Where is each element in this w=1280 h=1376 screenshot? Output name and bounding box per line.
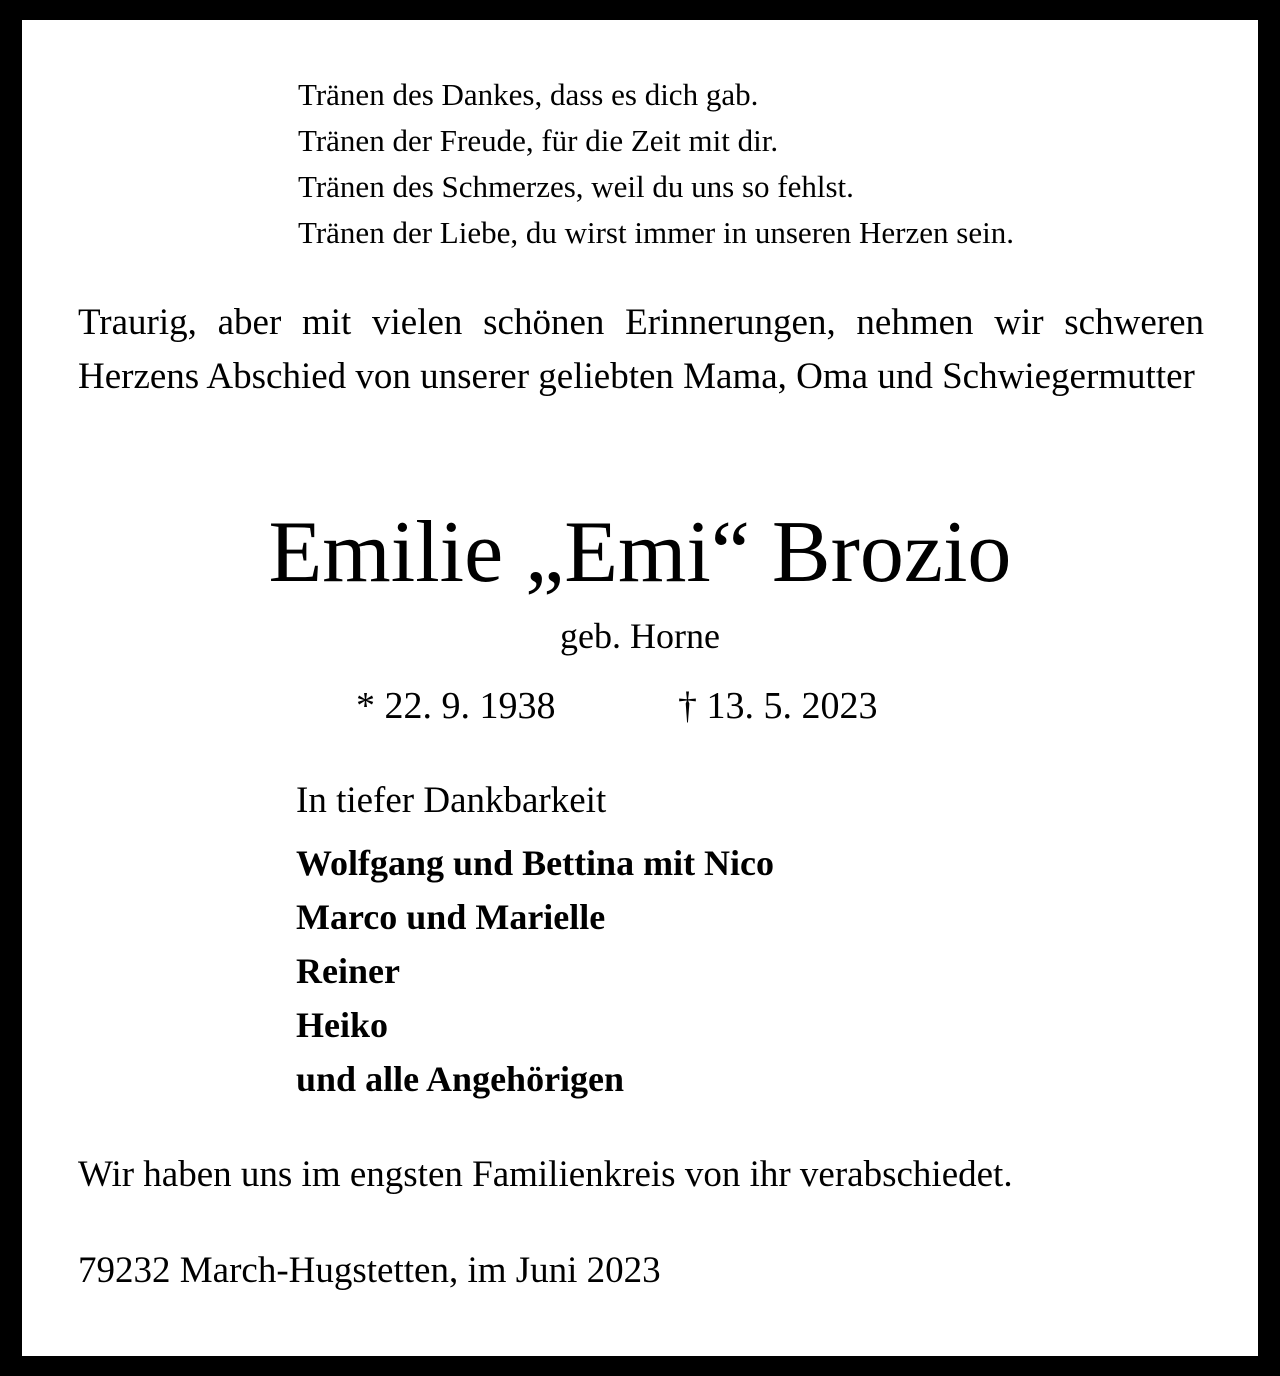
mourner-name: Reiner	[296, 951, 400, 991]
farewell-text: Wir haben uns im engsten Familienkreis von ihr verabschiedet.	[78, 1154, 1013, 1195]
poem-line: Tränen des Dankes, dass es dich gab.	[298, 77, 759, 112]
place-date: 79232 March-Hugstetten, im Juni 2023	[78, 1250, 661, 1291]
poem-line: Tränen des Schmerzes, weil du uns so fehlst.	[298, 169, 854, 204]
poem	[298, 72, 1014, 256]
mourner-name: Wolfgang und Bettina mit Nico	[296, 843, 775, 883]
intro-text: Traurig, aber mit vielen schönen Erinnerungen, nehmen wir schweren Herzens Abschied von unserer geliebten Mama, Oma und Schwiegermutter	[78, 302, 1204, 397]
mourner-name: und alle Angehörigen	[296, 1059, 625, 1099]
obituary-notice	[22, 20, 1258, 1356]
mourner-name: Marco und Marielle	[296, 897, 606, 937]
mourner-name: Heiko	[296, 1005, 389, 1045]
gratitude-line: In tiefer Dankbarkeit	[296, 780, 607, 821]
poem-line: Tränen der Freude, für die Zeit mit dir.	[298, 123, 779, 158]
birth-date: * 22. 9. 1938	[356, 685, 556, 727]
poem-line: Tränen der Liebe, du wirst immer in unseren Herzen sein.	[298, 215, 1014, 250]
maiden-name: geb. Horne	[560, 616, 720, 656]
deceased-name: Emilie „Emi“ Brozio	[268, 504, 1012, 601]
mourners-block	[296, 774, 774, 1106]
death-date: † 13. 5. 2023	[678, 685, 878, 727]
